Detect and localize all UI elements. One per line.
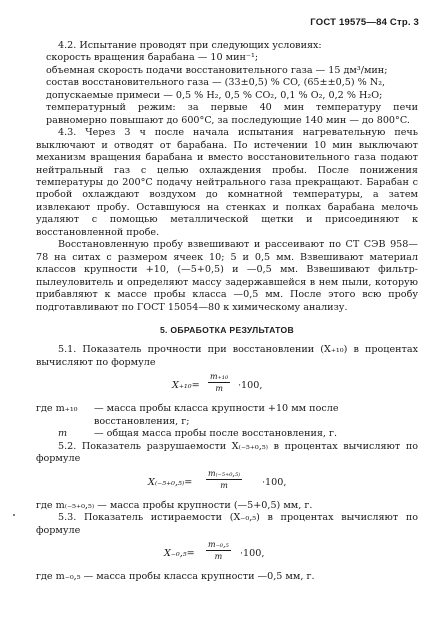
formula-fraction [206,540,231,561]
formula-lhs: X₋₀,₅= [164,547,195,559]
formula-factor: ·100, [240,547,265,559]
formula-degradation [36,468,418,498]
formula-lhs: X₊₁₀= [172,380,200,392]
clause-4-2-intro: 4.2. Испытание проводят при следующих условиях: [58,40,322,51]
definition-row [36,403,418,428]
definition-text: — общая масса пробы после восстановления, г. [94,428,338,440]
formula-factor: ·100, [262,476,287,488]
definition-term: m [58,428,68,440]
paragraph-sieving: Восстановленную пробу взвешивают и рассеивают по СТ СЭВ 958—78 на ситах с размером ячеек 10; 5 и 0,5 мм. Взвешивают материал классов крупности +10, (—5+0,5) и —0,5 мм. Взвешивают фильтр-пылеуловитель и определяют массу задержавшейся в нем пыли, которую прибавляют к массе пробы класса —0,5 мм. После этого всю пробу подготавливают по ГОСТ 15054—80 к химическому анализу. [36,239,418,313]
document-body [36,40,418,583]
scan-speck [13,514,15,516]
clause-4-3: 4.3. Через 3 ч после начала испытания нагревательную печь выключают и отводят от барабана. По истечении 10 мин выключают механизм вращения барабана и вместо восстановительного газа подают нейтральный газ с целью охлаждения пробы. После понижения температуры до 200°C подачу нейтрального газа прекращают. Барабан с пробой охлаждают воздухом до комнатной температуры, а затем извлекают пробу. Оставшуюся на стенках и полках барабана мелочь удаляют с помощью металлической щетки и присоединяют к восстановленной пробе. [36,127,418,238]
condition-gas-composition: состав восстановительного газа — (33±0,5) % CO, (65±±0,5) % N₂, [46,77,386,89]
formula-lhs: X₍₋₅₊₀,₅₎= [148,476,193,488]
fraction-denominator: m [215,384,223,394]
condition-gas-rate: объемная скорость подачи восстановительного газа — 15 дм³/мин; [46,64,388,76]
fraction-numerator: m₊₁₀ [210,372,229,382]
condition-temperature: температурный режим: за первые 40 мин температуру печи равномерно повышают до 600°C, за последующие 140 мин — до 800°C. [46,102,418,126]
definition-row: где m₋₀,₅ — масса пробы класса крупности —0,5 мм, г. [36,570,315,582]
definition-text: — масса пробы класса крупности +10 мм после восстановления, г; [94,403,339,427]
definition-row: где m₍₋₅₊₀,₅₎ — масса пробы крупности (—5+0,5) мм, г. [36,499,313,511]
formula-fraction [206,469,242,490]
fraction-denominator: m [214,551,223,561]
formula-abrasion [36,539,418,569]
clause-5-1: 5.1. Показатель прочности при восстановлении (X₊₁₀) в процентах вычисляют по формуле [36,344,418,368]
condition-speed: скорость вращения барабана — 10 мин⁻¹; [46,52,259,64]
fraction-numerator: m₋₀,₅ [208,539,229,549]
clause-5-2: 5.2. Показатель разрушаемости X₍₋₅₊₀,₅₎ в процентах вычисляют по формуле [36,440,418,465]
clause-5-3: 5.3. Показатель истираемости (X₋₀,₅) в процентах вычисляют по формуле [36,512,418,536]
definition-row [36,428,418,440]
formula-factor: ·100, [238,380,263,392]
formula-fraction [208,372,230,393]
fraction-denominator: m [220,480,228,490]
fraction-numerator: m₍₋₅₊₀,₅₎ [208,468,241,478]
condition-impurities: допускаемые примеси — 0,5 % H₂, 0,5 % CO₂, 0,1 % O₂, 0,2 % H₂O; [46,89,383,101]
section-heading: 5. ОБРАБОТКА РЕЗУЛЬТАТОВ [159,324,295,335]
definition-term: где m₊₁₀ [36,403,78,415]
formula-strength [36,371,418,401]
page-header: ГОСТ 19575—84 Стр. 3 [310,17,419,28]
